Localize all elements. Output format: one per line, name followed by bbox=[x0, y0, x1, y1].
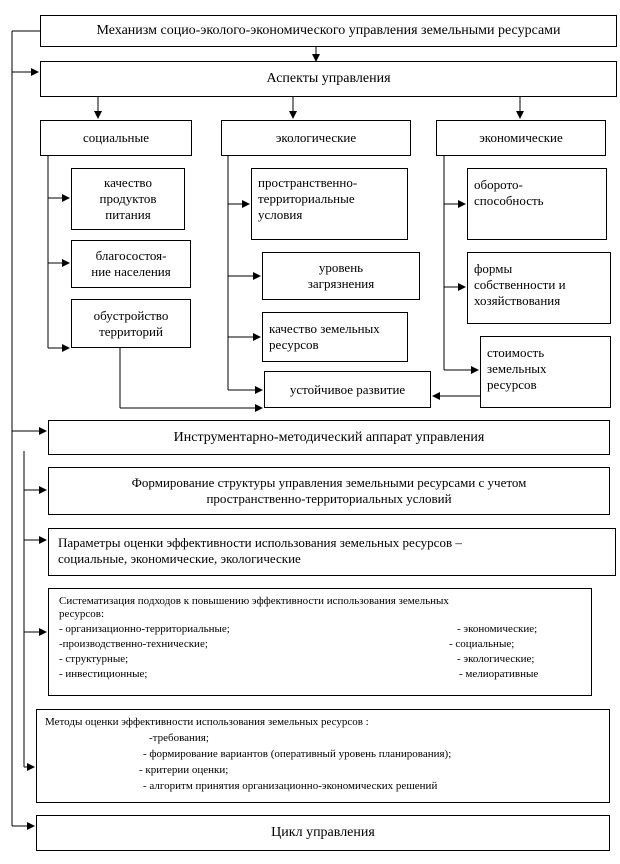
method-item: -требования; bbox=[149, 732, 209, 744]
eco-item-line: территориальные bbox=[258, 191, 355, 206]
social-item-food-quality bbox=[71, 168, 185, 230]
eco-item-line: устойчивое развитие bbox=[289, 381, 406, 397]
category-ecological-label: экологические bbox=[275, 130, 357, 145]
mechanism-title: Механизм социо-эколого-экономического управления земельными ресурсами bbox=[96, 23, 561, 38]
parameters-line: Параметры оценки эффективности использования земельных ресурсов – bbox=[58, 535, 462, 550]
social-item-line: благосостоя- bbox=[95, 248, 167, 263]
econ-item-land-value bbox=[480, 336, 611, 408]
eco-item-sustainable-development bbox=[264, 371, 431, 408]
method-item: - формирование вариантов (оперативный уровень планирования); bbox=[143, 748, 452, 760]
formation-box bbox=[48, 467, 610, 515]
category-ecological bbox=[221, 120, 411, 156]
social-item-line: ние населения bbox=[91, 264, 171, 279]
econ-item-line: способность bbox=[474, 193, 544, 208]
formation-line: Формирование структуры управления земельными ресурсами с учетом bbox=[131, 475, 527, 490]
systematization-row bbox=[59, 638, 581, 653]
econ-item-line: земельных bbox=[487, 361, 547, 376]
eco-item-line: уровень bbox=[318, 260, 364, 275]
systematization-row bbox=[59, 623, 581, 638]
systematization-heading: ресурсов: bbox=[59, 608, 105, 620]
econ-item-line: хозяйствования bbox=[474, 293, 561, 308]
social-item-welfare bbox=[71, 240, 191, 288]
aspects-label: Аспекты управления bbox=[266, 71, 391, 86]
approach-item: - организационно-территориальные; bbox=[59, 623, 230, 635]
instrument-label: Инструментарно-методический аппарат управления bbox=[173, 429, 485, 445]
methods-heading: Методы оценки эффективности использования земельных ресурсов : bbox=[45, 716, 369, 728]
approach-item: - экологические; bbox=[457, 653, 535, 665]
econ-item-line: ресурсов bbox=[487, 377, 537, 392]
category-economic bbox=[436, 120, 606, 156]
cycle-box bbox=[36, 815, 610, 851]
category-social bbox=[40, 120, 192, 156]
aspects-box bbox=[40, 61, 617, 97]
econ-item-ownership-forms bbox=[467, 252, 611, 324]
approach-item: - инвестиционные; bbox=[59, 668, 148, 680]
social-item-line: территорий bbox=[99, 323, 163, 339]
eco-item-spatial-conditions bbox=[251, 168, 408, 240]
systematization-box bbox=[48, 588, 592, 696]
eco-item-line: условия bbox=[258, 207, 303, 222]
social-item-line: питания bbox=[105, 207, 151, 222]
eco-item-line: загрязнения bbox=[307, 276, 375, 291]
approach-item: - структурные; bbox=[59, 653, 129, 665]
econ-item-turnover bbox=[467, 168, 607, 240]
category-social-label: социальные bbox=[83, 130, 149, 145]
systematization-row bbox=[59, 668, 581, 683]
approach-item: - мелиоративные bbox=[459, 668, 539, 680]
econ-item-line: собственности и bbox=[474, 277, 566, 292]
econ-item-line: оборото- bbox=[474, 177, 523, 192]
parameters-line: социальные, экономические, экологические bbox=[58, 551, 301, 566]
econ-item-line: формы bbox=[474, 261, 513, 276]
eco-item-line: пространственно- bbox=[258, 175, 358, 190]
approach-item: - социальные; bbox=[449, 638, 515, 650]
eco-item-line: качество земельных bbox=[269, 321, 380, 336]
formation-line: пространственно-территориальных условий bbox=[206, 491, 452, 506]
systematization-row bbox=[59, 653, 581, 668]
parameters-box bbox=[48, 528, 616, 576]
eco-item-line: ресурсов bbox=[269, 337, 319, 352]
social-item-territory-arrangement bbox=[71, 299, 191, 348]
econ-item-line: стоимость bbox=[487, 345, 545, 360]
systematization-heading: Систематизация подходов к повышению эффективности использования земельных bbox=[59, 595, 449, 607]
methods-box bbox=[36, 709, 610, 803]
method-item: - критерии оценки; bbox=[139, 764, 229, 776]
approach-item: -производственно-технические; bbox=[59, 638, 208, 650]
cycle-label: Цикл управления bbox=[271, 825, 375, 840]
eco-item-land-quality bbox=[262, 312, 408, 362]
category-economic-label: экономические bbox=[479, 130, 563, 145]
social-item-line: обустройство bbox=[93, 307, 169, 323]
mechanism-title-box bbox=[40, 15, 617, 47]
method-item: - алгоритм принятия организационно-экономических решений bbox=[143, 780, 438, 792]
eco-item-pollution-level bbox=[262, 252, 420, 300]
approach-item: - экономические; bbox=[457, 623, 538, 635]
social-item-line: продуктов bbox=[99, 191, 157, 206]
social-item-line: качество bbox=[103, 175, 152, 190]
instrument-box bbox=[48, 420, 610, 455]
